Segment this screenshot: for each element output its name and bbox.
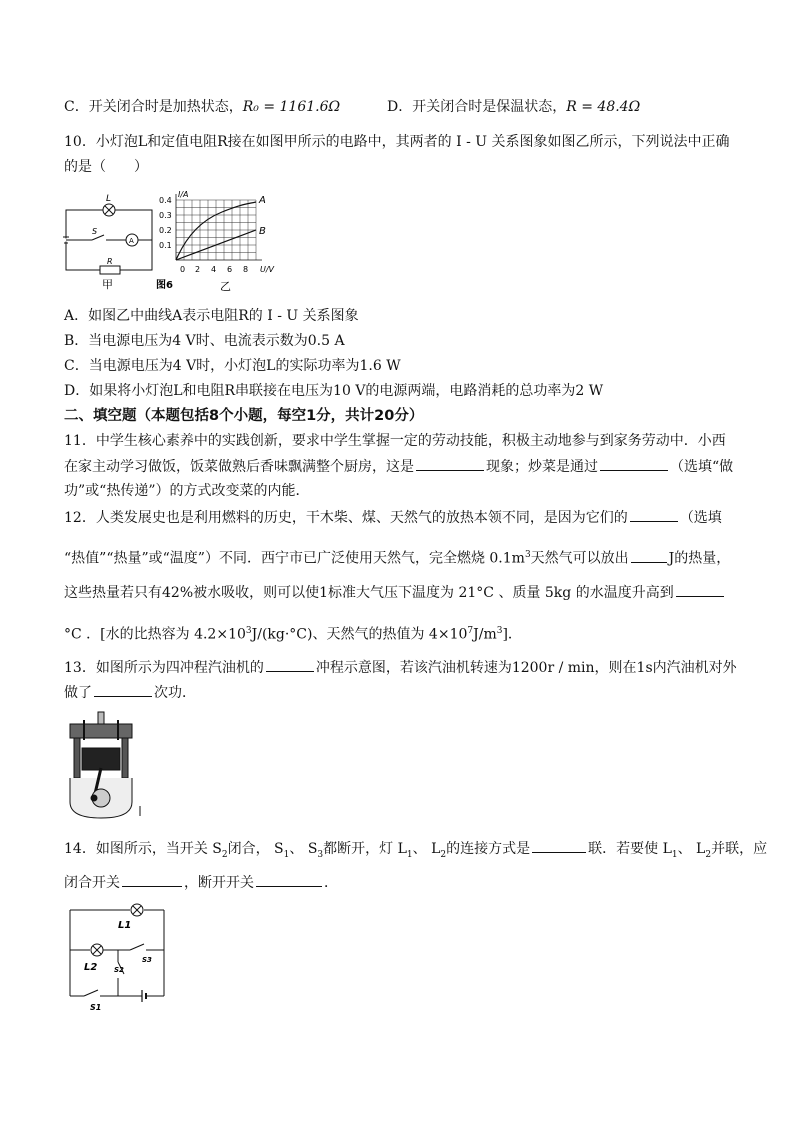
q14-sub: 1 <box>406 849 413 860</box>
q12-text: “热值”“热量”或“温度”）不同．西宁市已广泛使用天然气，完全燃烧 0.1m <box>64 550 525 567</box>
q10-label-yi: 乙 <box>220 280 231 293</box>
q10-graph-curve-A-label: A <box>259 195 266 206</box>
q14-text: 并联，应 <box>711 841 768 857</box>
q13-text: 做了 <box>64 685 92 701</box>
q12-sup: 3 <box>245 626 252 636</box>
q12-sup: 7 <box>467 626 474 636</box>
q11-text: 在家主动学习做饭，饭菜做熟后香味飘满整个厨房，这是 <box>64 459 414 475</box>
q13-engine-figure <box>64 710 146 822</box>
q10-circuit-label-A: A <box>129 237 134 245</box>
q10-graph-xtick: 0 <box>180 265 186 274</box>
resistor-icon <box>100 266 120 274</box>
q10-graph-ytick: 0.3 <box>159 211 172 220</box>
section-title-fill-blank: 二、填空题（本题包括8个小题，每空1分，共计20分） <box>64 408 424 424</box>
q11-line2 <box>64 456 733 477</box>
q14-text: 的连接方式是 <box>446 841 531 857</box>
q14-label-L2: L2 <box>84 962 98 973</box>
q14-text: 、 L <box>412 841 441 857</box>
q14-text: 都断开，灯 L <box>323 841 407 857</box>
q10-option-d: D．如果将小灯泡L和电阻R串联接在电压为10 V的电源两端，电路消耗的总功率为2 W <box>64 383 604 399</box>
q14-text: 、 S <box>289 841 318 857</box>
q11-text: 现象；炒菜是通过 <box>486 459 598 475</box>
q14-sub: 2 <box>440 849 447 860</box>
q13-text: 冲程示意图，若该汽油机转速为1200r / min，则在1s内汽油机对外 <box>315 660 737 676</box>
q11-line3: 功”或“热传递”）的方式改变菜的内能． <box>64 483 310 499</box>
q12-line2 <box>64 545 730 569</box>
answer-blank[interactable] <box>256 872 322 887</box>
q10-graph-ytick: 0.1 <box>159 241 172 250</box>
q14-circuit-figure <box>62 900 172 1012</box>
q12-sup: 3 <box>524 550 531 560</box>
q10-graph-xtick: 4 <box>211 265 217 274</box>
q12-text: J的热量， <box>668 550 731 567</box>
q10-graph <box>176 194 262 260</box>
q14-text: 闭合开关 <box>64 875 120 891</box>
q10-figure <box>62 190 292 298</box>
q10-option-a: A．如图乙中曲线A表示电阻R的 I - U 关系图象 <box>64 308 359 324</box>
answer-blank[interactable] <box>600 456 668 471</box>
q12-text: J/m <box>473 626 497 643</box>
q11-text: （选填“做 <box>670 459 734 475</box>
q12-text: J/(kg·°C)、天然气的热值为 4×10 <box>251 626 468 643</box>
q14-text: 闭合， S <box>227 841 284 857</box>
q9-option-c: C．开关闭合时是加热状态， <box>64 99 243 115</box>
q14-text: 、 L <box>677 841 706 857</box>
q10-circuit-label-L: L <box>106 194 112 204</box>
q14-label-S1: S1 <box>90 1003 102 1012</box>
answer-blank[interactable] <box>532 838 586 853</box>
q9-option-c-formula: R₀ = 1161.6Ω <box>242 99 341 115</box>
q14-label-S3: S3 <box>142 956 152 964</box>
q12-text: 这些热量若只有42%被水吸收，则可以使1标准大气压下温度为 21°C 、质量 5kg 的水温度升高到 <box>64 585 674 601</box>
answer-blank[interactable] <box>630 507 678 522</box>
q14-text: ． <box>324 875 338 891</box>
q10-graph-ytick: 0.2 <box>159 226 172 235</box>
answer-blank[interactable] <box>266 657 314 672</box>
q10-graph-ylabel: I/A <box>178 190 189 199</box>
answer-blank[interactable] <box>94 682 152 697</box>
q10-graph-xtick: 8 <box>243 265 249 274</box>
answer-blank[interactable] <box>676 582 724 597</box>
answer-blank[interactable] <box>631 548 667 563</box>
q12-text: 12．人类发展史也是利用燃料的历史，干木柴、煤、天然气的放热本领不同，是因为它们的 <box>64 510 628 526</box>
q13-text: 次功． <box>154 685 196 701</box>
q11-line1: 11．中学生核心素养中的实践创新，要求中学生掌握一定的劳动技能，积极主动地参与到家务劳动中．小西 <box>64 433 726 449</box>
q14-label-L1: L1 <box>118 920 132 931</box>
q12-text: （选填 <box>679 510 722 526</box>
q14-sub: 1 <box>283 849 290 860</box>
q10-fig-number: 图6 <box>156 280 173 291</box>
q14-sub: 3 <box>317 849 324 860</box>
q12-text: 天然气可以放出 <box>530 550 629 567</box>
q12-line4 <box>64 621 522 645</box>
q10-graph-curve-B-label: B <box>259 226 266 237</box>
q12-text: ]． <box>502 626 522 643</box>
q14-text: ，断开开关 <box>184 875 254 891</box>
q13-text: 13．如图所示为四冲程汽油机的 <box>64 660 264 676</box>
q14-sub: 1 <box>671 849 678 860</box>
q9-options-cd <box>64 97 640 117</box>
q14-sub: 2 <box>705 849 712 860</box>
q14-label-S2: S2 <box>114 966 124 974</box>
q14-text: 14．如图所示，当开关 S <box>64 841 222 857</box>
answer-blank[interactable] <box>122 872 182 887</box>
q13-line2 <box>64 682 196 703</box>
q10-option-b: B．当电源电压为4 V时、电流表示数为0.5 A <box>64 333 345 349</box>
answer-blank[interactable] <box>416 456 484 471</box>
q14-sub: 2 <box>221 849 228 860</box>
q14-text: 联．若要使 L <box>588 841 672 857</box>
q12-line1 <box>64 507 722 528</box>
q9-option-d: D．开关闭合时是保温状态， <box>387 99 567 115</box>
q10-graph-ytick: 0.4 <box>159 196 172 205</box>
q14-line2 <box>64 872 338 893</box>
q12-line3 <box>64 582 726 603</box>
q9-option-d-formula: R = 48.4Ω <box>566 99 641 115</box>
q13-line1 <box>64 657 737 678</box>
q10-circuit-label-R: R <box>107 257 113 266</box>
q10-option-c: C．当电源电压为4 V时，小灯泡L的实际功率为1.6 W <box>64 358 401 374</box>
q10-graph-grid <box>176 200 256 260</box>
q10-graph-xtick: 2 <box>195 265 201 274</box>
q10-stem-line2: 的是（ ） <box>64 159 148 175</box>
q10-stem-line1: 10．小灯泡L和定值电阻R接在如图甲所示的电路中，其两者的 I - U 关系图象如图乙所示，下列说法中正确 <box>64 134 730 150</box>
q10-circuit-label-S: S <box>92 227 98 236</box>
q10-graph-xlabel: U/V <box>260 265 275 274</box>
q14-line1 <box>64 838 767 865</box>
q10-label-jia: 甲 <box>102 278 113 291</box>
q12-text: °C ．[水的比热容为 4.2×10 <box>64 626 246 643</box>
q12-sup: 3 <box>496 626 503 636</box>
q10-graph-xtick: 6 <box>227 265 233 274</box>
